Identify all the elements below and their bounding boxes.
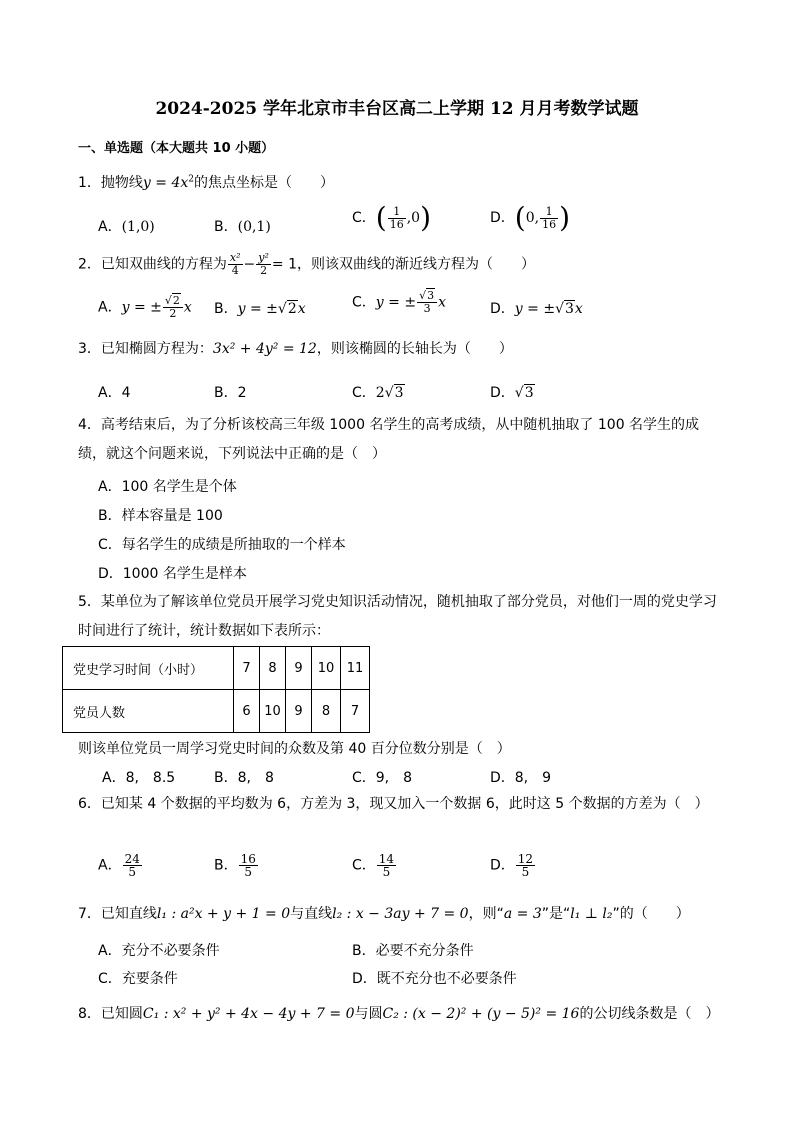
question-1: 1．抛物线$y = 4x^2$的焦点坐标是（ ）: [78, 174, 334, 191]
question-5: 5．某单位为了解该单位党员开展学习党史知识活动情况，随机抽取了部分党员，对他们一周的党史学习时间进行了统计，统计数据如下表所示：: [78, 594, 717, 639]
q7-option-a[interactable]: A．充分不必要条件: [98, 943, 220, 959]
q5-option-d[interactable]: D．8, 9: [490, 770, 552, 786]
q8-circle-2: C₂ : (x − 2)² + (y − 5)² = 16: [382, 1006, 580, 1022]
q4-option-b[interactable]: B．样本容量是 100: [98, 508, 223, 524]
q2-option-c[interactable]: C．y = ± $\frac{√3}{3}$ x: [352, 289, 446, 315]
q2-option-d[interactable]: D．y = ±√3x: [490, 301, 583, 317]
study-time-table: [62, 646, 370, 733]
exam-title: 2024-2025 学年北京市丰台区高二上学期 12 月月考数学试题: [155, 99, 639, 119]
table-cell: 9: [286, 647, 312, 690]
question-7: 7．已知直线l₁ : a²x + y + 1 = 0与直线l₂ : x − 3ay + 7 = 0，则“a = 3”是“l₁ ⊥ l₂”的（ ）: [78, 906, 690, 922]
question-2: 2．已知双曲线的方程为 $\frac{\text{x²}}{4}$ − $\frac{\text{y²}}{2}$ = 1，则该双曲线的渐近线方程为（ ）: [78, 251, 535, 277]
question-4: 4．高考结束后，为了分析该校高三年级 1000 名学生的高考成绩，从中随机抽取了 100 名学生的成绩，就这个问题来说，下列说法中正确的是（ ）: [78, 417, 700, 462]
q1-option-d[interactable]: D．(0, $\frac{1}{16}$ ): [490, 201, 571, 234]
table-cell: 6: [234, 690, 260, 733]
q2-option-a[interactable]: A．y = ± $\frac{√2}{2}$ x: [98, 294, 192, 320]
q6-option-d[interactable]: D． $\frac{12}{5}$: [490, 852, 534, 879]
q7-line-1: l₁ : a²x + y + 1 = 0: [156, 906, 291, 922]
q6-option-a[interactable]: A． $\frac{24}{5}$: [98, 852, 140, 879]
table-cell: 10: [312, 647, 341, 690]
q8-circle-1: C₁ : x² + y² + 4x − 4y + 7 = 0: [142, 1006, 355, 1022]
q6-option-c[interactable]: C． $\frac{14}{5}$: [352, 852, 395, 879]
q7-option-b[interactable]: B．必要不充分条件: [352, 943, 474, 959]
q3-option-d[interactable]: D．√3: [490, 385, 534, 401]
table-cell: 8: [312, 690, 341, 733]
q4-option-a[interactable]: A．100 名学生是个体: [98, 479, 237, 495]
q4-option-c[interactable]: C．每名学生的成绩是所抽取的一个样本: [98, 537, 346, 553]
question-3: 3．已知椭圆方程为：3x² + 4y² = 12，则该椭圆的长轴长为（ ）: [78, 341, 513, 357]
q3-option-b[interactable]: B．2: [214, 385, 247, 401]
q7-option-c[interactable]: C．充要条件: [98, 971, 178, 987]
table-row-label: 党员人数: [63, 690, 234, 733]
q5-option-b[interactable]: B．8, 8: [214, 770, 274, 786]
table-cell: 10: [260, 690, 286, 733]
q7-option-d[interactable]: D．既不充分也不必要条件: [352, 971, 517, 987]
table-cell: 7: [341, 690, 370, 733]
q1-option-c[interactable]: C．( $\frac{1}{16}$ ,0): [352, 201, 432, 234]
table-row: [63, 690, 370, 733]
q3-option-a[interactable]: A．4: [98, 385, 131, 401]
table-cell: 11: [341, 647, 370, 690]
q1-equation: y = 4x: [142, 175, 189, 191]
q2-option-b[interactable]: B．y = ±√2x: [214, 301, 306, 317]
question-8: 8．已知圆C₁ : x² + y² + 4x − 4y + 7 = 0与圆C₂ : (x − 2)² + (y − 5)² = 16的公切线条数是（ ）: [78, 1006, 720, 1022]
table-row-label: 党史学习时间（小时）: [63, 647, 234, 690]
table-cell: 9: [286, 690, 312, 733]
q5-option-c[interactable]: C．9, 8: [352, 770, 413, 786]
q1-option-b[interactable]: B．(0,1): [214, 219, 271, 235]
q3-option-c[interactable]: C．2√3: [352, 385, 404, 401]
table-row: [63, 647, 370, 690]
q6-option-b[interactable]: B． $\frac{16}{5}$: [214, 852, 256, 879]
q7-line-2: l₂ : x − 3ay + 7 = 0: [332, 906, 469, 922]
table-cell: 7: [234, 647, 260, 690]
table-cell: 8: [260, 647, 286, 690]
section-heading: 一、单选题（本大题共 10 小题）: [78, 141, 275, 156]
q4-option-d[interactable]: D．1000 名学生是样本: [98, 566, 247, 582]
question-6: 6．已知某 4 个数据的平均数为 6，方差为 3，现又加入一个数据 6，此时这 5 个数据的方差为（ ）: [78, 796, 709, 812]
q1-option-a[interactable]: A．(1,0): [98, 219, 155, 235]
question-5-prompt: 则该单位党员一周学习党史时间的众数及第 40 百分位数分别是（ ）: [78, 741, 511, 757]
q5-option-a[interactable]: A．8, 8.5: [102, 770, 176, 786]
